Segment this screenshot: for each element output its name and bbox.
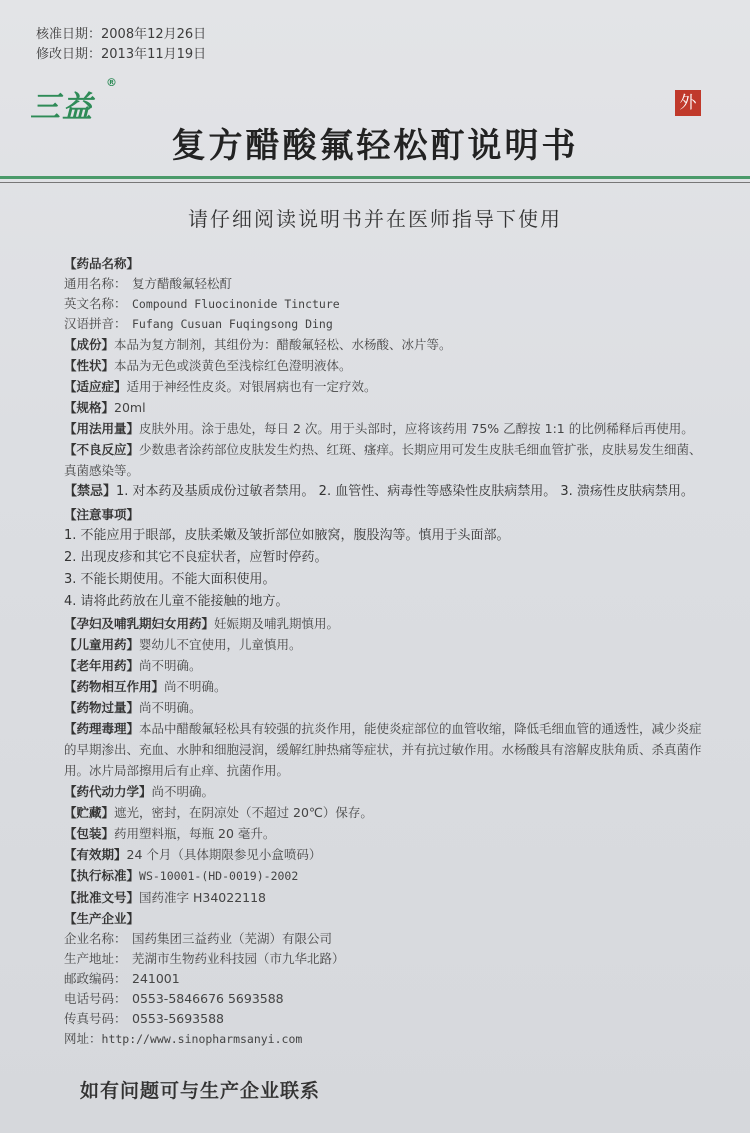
- leaflet-header: [0, 0, 750, 231]
- approval-date-label: 核准日期：: [36, 27, 102, 42]
- section-label: 【孕妇及哺乳期妇女用药】: [64, 616, 215, 631]
- section-label: 【批准文号】: [64, 890, 140, 905]
- section-label: 【性状】: [64, 358, 115, 373]
- section-text: 尚不明确。: [151, 784, 215, 799]
- brand-name: 三益: [30, 90, 94, 125]
- section-text: 1. 对本药及基质成份过敏者禁用。 2. 血管性、病毒性等感染性皮肤病禁用。 3. 溃疡性皮肤病禁用。: [116, 484, 694, 499]
- section-dosage: [64, 418, 704, 439]
- section-pregnancy: [64, 613, 704, 634]
- row-key: 邮政编码：: [64, 971, 127, 986]
- section-text: 遮光，密封，在阴凉处（不超过 20℃）保存。: [114, 805, 373, 820]
- leaflet-content: [64, 253, 704, 1049]
- section-label: 【老年用药】: [64, 658, 140, 673]
- section-label: 【生产企业】: [64, 911, 140, 926]
- section-text: 药用塑料瓶，每瓶 20 毫升。: [114, 826, 276, 841]
- section-storage: [64, 802, 704, 823]
- precaution-item: 1. 不能应用于眼部，皮肤柔嫩及皱折部位如腋窝，腹股沟等。慎用于头面部。: [64, 528, 510, 543]
- row-value: 复方醋酸氟轻松酊: [132, 276, 233, 291]
- section-label: 【禁忌】: [64, 484, 117, 499]
- precaution-item: 3. 不能长期使用。不能大面积使用。: [64, 572, 276, 587]
- section-pediatric: [64, 634, 704, 655]
- row-value: 0553-5693588: [132, 1011, 224, 1026]
- section-overdose: [64, 697, 704, 718]
- section-text: 妊娠期及哺乳期慎用。: [214, 616, 340, 631]
- section-text: 本品为复方制剂，其组份为：醋酸氟轻松、水杨酸、冰片等。: [114, 337, 452, 352]
- section-text: 本品为无色或淡黄色至浅棕红色澄明液体。: [114, 358, 352, 373]
- section-label: 【包装】: [64, 826, 115, 841]
- section-text: 国药准字 H34022118: [139, 890, 267, 905]
- row-value: Compound Fluocinonide Tincture: [132, 297, 340, 311]
- section-label: 【用法用量】: [64, 421, 140, 436]
- section-precautions: [64, 504, 704, 613]
- row-key: 传真号码：: [64, 1011, 127, 1026]
- section-package: [64, 823, 704, 844]
- section-manufacturer: [64, 908, 704, 1049]
- row-key: 生产地址：: [64, 951, 127, 966]
- section-label: 【执行标准】: [64, 868, 140, 883]
- section-approval-number: [64, 887, 704, 908]
- section-text: 婴幼儿不宜使用，儿童慎用。: [139, 637, 302, 652]
- divider-thin: [0, 182, 750, 183]
- website-link: http://www.sinopharmsanyi.com: [101, 1032, 303, 1046]
- section-ingredients: [64, 334, 704, 355]
- section-geriatric: [64, 655, 704, 676]
- external-use-badge: 外: [675, 90, 701, 116]
- section-label: 【药品名称】: [64, 256, 140, 271]
- row-value: 国药集团三益药业（芜湖）有限公司: [132, 931, 333, 946]
- section-label: 【注意事项】: [64, 507, 140, 522]
- section-interactions: [64, 676, 704, 697]
- section-label: 【药代动力学】: [64, 784, 152, 799]
- divider-green: [0, 176, 750, 179]
- section-text: 20ml: [114, 400, 146, 415]
- section-spec: [64, 397, 704, 418]
- section-label: 【儿童用药】: [64, 637, 140, 652]
- section-label: 【贮藏】: [64, 805, 115, 820]
- section-text: 皮肤外用。涂于患处，每日 2 次。用于头部时，应将该药用 75% 乙醇按 1:1 的比例稀释后再使用。: [139, 421, 694, 436]
- approval-date: 2008年12月26日: [101, 27, 207, 42]
- registered-mark: ®: [106, 76, 119, 89]
- section-indications: [64, 376, 704, 397]
- dates-block: [36, 25, 206, 65]
- revision-date-label: 修改日期：: [36, 47, 102, 62]
- row-key: 网址：: [64, 1031, 102, 1046]
- footer-note: 如有问题可与生产企业联系: [80, 1080, 321, 1102]
- row-value: Fufang Cusuan Fuqingsong Ding: [132, 317, 333, 331]
- section-expiry: [64, 844, 704, 865]
- section-text: 本品中醋酸氟轻松具有较强的抗炎作用，能使炎症部位的血管收缩，降低毛细血管的通透性，减少炎症的早期渗出、充血、水肿和细胞浸润，缓解红肿热痛等症状，并有抗过敏作用。水杨酸具有溶解皮肤角质、杀真菌作用。冰片局部擦用后有止痒、抗菌作用。: [64, 721, 702, 778]
- precaution-item: 4. 请将此药放在儿童不能接触的地方。: [64, 594, 289, 609]
- section-label: 【药物过量】: [64, 700, 140, 715]
- section-text: 适用于神经性皮炎。对银屑病也有一定疗效。: [126, 379, 377, 394]
- section-appearance: [64, 355, 704, 376]
- row-key: 企业名称：: [64, 931, 127, 946]
- section-label: 【成份】: [64, 337, 115, 352]
- section-pharmacology: [64, 718, 704, 781]
- row-key: 电话号码：: [64, 991, 127, 1006]
- section-label: 【不良反应】: [64, 442, 140, 457]
- row-value: 0553-5846676 5693588: [132, 991, 284, 1006]
- revision-date: 2013年11月19日: [101, 47, 207, 62]
- section-label: 【规格】: [64, 400, 115, 415]
- section-adverse-reactions: [64, 439, 704, 481]
- section-label: 【适应症】: [64, 379, 127, 394]
- page-subtitle: 请仔细阅读说明书并在医师指导下使用: [188, 207, 562, 231]
- row-key: 英文名称：: [64, 296, 127, 311]
- section-pharmacokinetics: [64, 781, 704, 802]
- row-value: 241001: [132, 971, 180, 986]
- section-label: 【药物相互作用】: [64, 679, 165, 694]
- row-key: 汉语拼音：: [64, 316, 127, 331]
- row-key: 通用名称：: [64, 276, 127, 291]
- section-label: 【有效期】: [64, 847, 127, 862]
- section-contraindications: [64, 481, 704, 502]
- page-title: 复方醋酸氟轻松酊说明书: [171, 126, 579, 166]
- section-standard: [64, 865, 704, 887]
- precaution-item: 2. 出现皮疹和其它不良症状者，应暂时停药。: [64, 550, 328, 565]
- section-text: 尚不明确。: [139, 700, 202, 715]
- section-drug-name: [64, 253, 704, 334]
- section-text: 尚不明确。: [139, 658, 202, 673]
- row-value: 芜湖市生物药业科技园（市九华北路）: [132, 951, 345, 966]
- section-label: 【药理毒理】: [64, 721, 140, 736]
- section-text: 少数患者涂药部位皮肤发生灼热、红斑、瘙痒。长期应用可发生皮肤毛细血管扩张，皮肤易发生细菌、真菌感染等。: [64, 442, 702, 478]
- section-text: 尚不明确。: [164, 679, 227, 694]
- section-text: 24 个月（具体期限参见小盒喷码）: [126, 847, 322, 862]
- section-text: WS-10001-(HD-0019)-2002: [139, 869, 299, 883]
